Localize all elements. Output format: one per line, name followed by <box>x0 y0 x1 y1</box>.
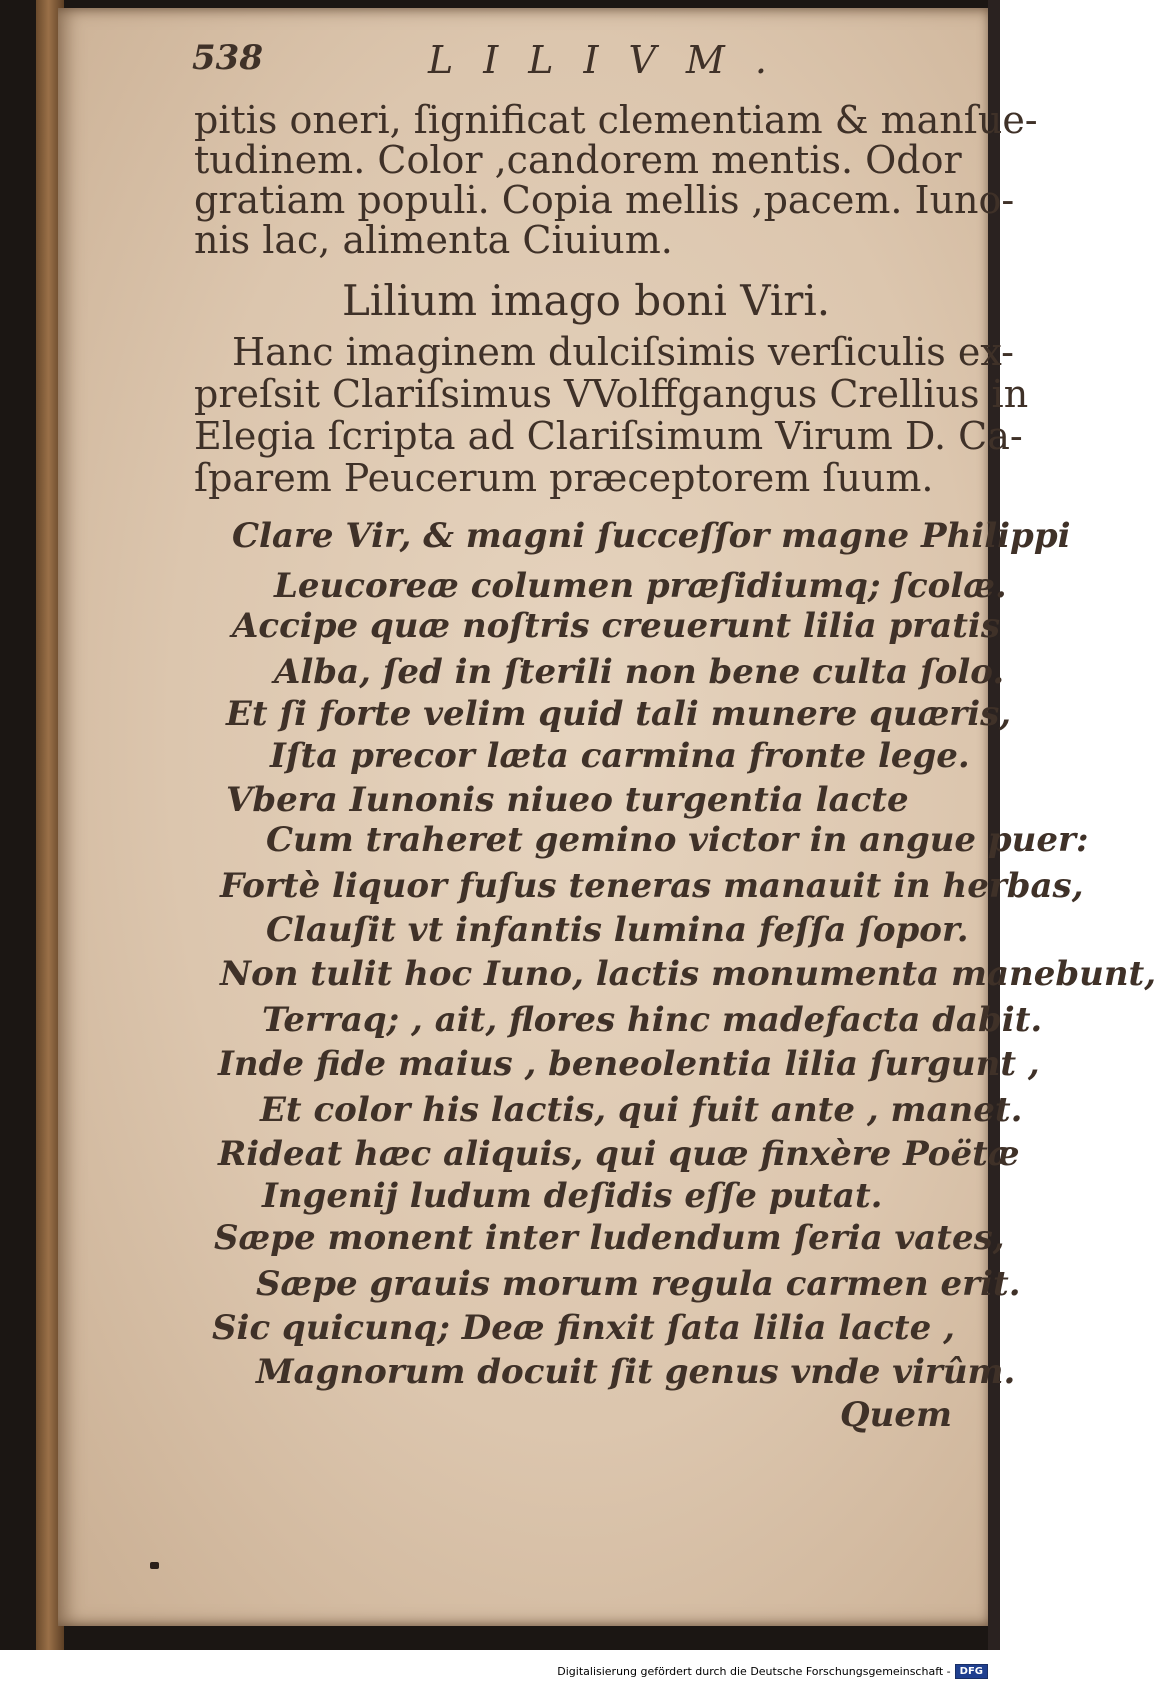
prose-line: ſparem Peucerum præceptorem ſuum. <box>194 456 934 500</box>
verse-line: Magnorum docuit ſit genus vnde virûm. <box>256 1352 1016 1392</box>
prose-line: Elegia ſcripta ad Clariſsimum Virum D. Ca- <box>194 414 1023 458</box>
prose-line: Hanc imaginem dulciſsimis verſiculis ex- <box>232 330 1014 374</box>
footer-credit: Digitalisierung gefördert durch die Deutsche Forschungsgemeinschaft - <box>557 1665 951 1678</box>
verse-line: Inde fide maius , beneolentia lilia ſurgunt , <box>218 1044 1040 1084</box>
prose-line: tudinem. Color ,candorem mentis. Odor <box>194 138 962 182</box>
running-title: LILIVM. <box>428 38 797 82</box>
verse-line: Sæpe grauis morum regula carmen erit. <box>256 1264 1021 1304</box>
verse-line: Accipe quæ noſtris creuerunt lilia pratis <box>232 606 1000 646</box>
verse-line: Iſta precor læta carmina fronte lege. <box>270 736 970 776</box>
section-heading: Lilium imago boni Viri. <box>342 276 831 325</box>
prose-line: gratiam populi. Copia mellis ,pacem. Iuno- <box>194 178 1015 222</box>
ink-speck <box>150 1562 159 1569</box>
prose-line: nis lac, alimenta Ciuium. <box>194 218 673 262</box>
verse-line: Terraq; , ait, flores hinc madefacta dabit. <box>262 1000 1043 1040</box>
verse-line: Et ſi forte velim quid tali munere quæris, <box>226 694 1012 734</box>
verse-line: Ingenij ludum deſidis eſſe putat. <box>262 1176 883 1216</box>
verse-line: Fortè liquor fuſus teneras manauit in herbas, <box>220 866 1084 906</box>
page-number: 538 <box>192 38 263 78</box>
verse-line: Non tulit hoc Iuno, lactis monumenta manebunt, <box>220 954 1156 994</box>
verse-line: Cum traheret gemino victor in angue puer: <box>266 820 1089 860</box>
verse-line: Rideat hæc aliquis, qui quæ finxère Poëtæ <box>218 1134 1020 1174</box>
catchword: Quem <box>840 1395 952 1435</box>
verse-line: Alba, ſed in ſterili non bene culta ſolo. <box>274 652 1005 692</box>
verse-line: Clare Vir, & magni ſucceſſor magne Philippi <box>232 516 1071 556</box>
prose-line: preſsit Clariſsimus VVolffgangus Crellius in <box>194 372 1029 416</box>
verse-line: Vbera Iunonis niueo turgentia lacte <box>226 780 909 820</box>
verse-line: Clauſit vt infantis lumina feſſa ſopor. <box>266 910 969 950</box>
verse-line: Sic quicunq; Deæ finxit ſata lilia lacte , <box>212 1308 955 1348</box>
digitization-footer <box>557 1664 988 1679</box>
dfg-logo-icon: DFG <box>955 1664 988 1679</box>
verse-line: Leucoreæ columen præſidiumq; ſcolæ. <box>274 566 1007 606</box>
verse-line: Et color his lactis, qui fuit ante , manet. <box>260 1090 1023 1130</box>
prose-line: pitis oneri, ſignificat clementiam & manſue- <box>194 98 1038 142</box>
verse-line: Sæpe monent inter ludendum ſeria vates, <box>214 1218 1005 1258</box>
